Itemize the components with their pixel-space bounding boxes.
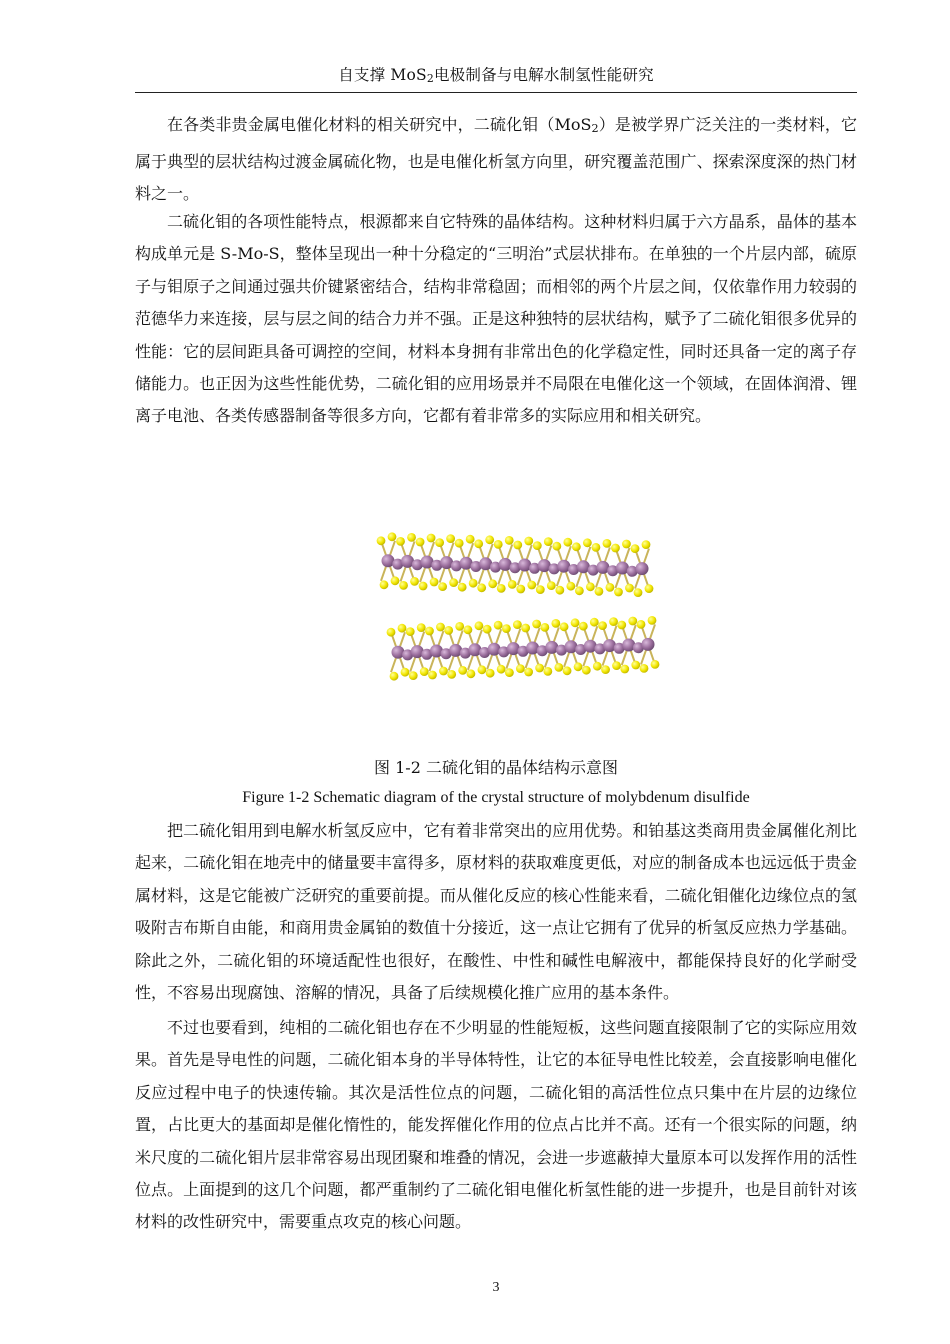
upper-layer-sulfur-atom [380, 580, 389, 589]
upper-layer-sulfur-atom [555, 586, 564, 595]
lower-layer-sulfur-atom [648, 616, 657, 625]
lower-layer-sulfur-atom [513, 620, 522, 629]
upper-layer-sulfur-atom [419, 582, 428, 591]
upper-layer-sulfur-atom [524, 537, 533, 546]
upper-layer-sulfur-atom [388, 532, 397, 541]
upper-layer-sulfur-atom [606, 583, 615, 592]
upper-layer-sulfur-atom [645, 584, 654, 593]
upper-layer-sulfur-atom [458, 583, 467, 592]
running-header [135, 64, 857, 90]
lower-layer-sulfur-atom [563, 666, 572, 675]
lower-layer-sulfur-atom [598, 621, 607, 630]
lower-layer-sulfur-atom [478, 665, 487, 674]
paragraph-crystal-structure: 二硫化钼的各项性能特点，根源都来自它特殊的晶体结构。这种材料归属于六方晶系，晶体的基本构成单元是 S-Mo-S，整体呈现出一种十分稳定的“三明治”式层状排布。在单独的一个片层内部，硫原子与钼原子之间通过强共价键紧密结合，结构非常稳固；而相邻的两个片层之间，仅依靠作用力较弱的范德华力来连接，层与层之间的结合力并不强。正是这种独特的层状结构，赋予了二硫化钼很多优异的性能：它的层间距具备可调控的空间，材料本身拥有非常出色的化学稳定性，同时还具备一定的离子存储能力。也正因为这些性能优势，二硫化钼的应用场景并不局限在电催化这一个领域，在固体润滑、锂离子电池、各类传感器制备等很多方向，它都有着非常多的实际应用和相关研究。 [135, 212, 857, 426]
upper-layer-sulfur-atom [485, 535, 494, 544]
upper-layer-sulfur-atom [563, 538, 572, 547]
lower-layer-sulfur-atom [535, 664, 544, 673]
paragraph-1-text-b: ）是被学界广泛关注的一类材料，它属于典型的层状结构过渡金属硫化物，也是电催化析氢方向里，研究覆盖范围广、探索深度深的热门材料之一。 [135, 115, 857, 204]
upper-layer-sulfur-atom [505, 536, 514, 545]
page-number: 3 [492, 1280, 500, 1295]
upper-layer-sulfur-atom [527, 581, 536, 590]
lower-layer-sulfur-atom [398, 624, 407, 633]
lower-layer-sulfur-atom [631, 661, 640, 670]
upper-layer-sulfur-atom [494, 540, 503, 549]
upper-layer-sulfur-atom [552, 542, 561, 551]
lower-layer-sulfur-atom [486, 669, 495, 678]
lower-layer-molybdenum-atom [642, 638, 655, 651]
upper-layer-sulfur-atom [516, 585, 525, 594]
paragraph-hydrogen-evolution-advantages: 把二硫化钼用到电解水析氢反应中，它有着非常突出的应用优势。和铂基这类商用贵金属催化剂比起来，二硫化钼在地壳中的储量要丰富得多，原材料的获取难度更低，对应的制备成本也远远低于贵金属材料，这是它能被广泛研究的重要前提。而从催化反应的核心性能来看，二硫化钼催化边缘位点的氢吸附吉布斯自由能，和商用贵金属铂的数值十分接近，这一点让它拥有了优异的析氢反应热力学基础。除此之外，二硫化钼的环境适配性也很好，在酸性、中性和碱性电解液中，都能保持良好的化学耐受性，不容易出现腐蚀、溶解的情况，具备了后续规模化推广应用的基本条件。 [135, 821, 857, 1003]
lower-layer-sulfur-atom [560, 622, 569, 631]
lower-layer-sulfur-atom [390, 672, 399, 681]
upper-layer-sulfur-atom [513, 541, 522, 550]
lower-layer-sulfur-atom [387, 628, 396, 637]
upper-layer-sulfur-atom [592, 543, 601, 552]
lower-layer-sulfur-atom [444, 626, 453, 635]
upper-layer-sulfur-atom [427, 534, 436, 543]
lower-layer-sulfur-atom [579, 622, 588, 631]
lower-layer-sulfur-atom [458, 666, 467, 675]
upper-layer-sulfur-atom [575, 586, 584, 595]
upper-layer-sulfur-atom [488, 579, 497, 588]
lower-layer-sulfur-atom [590, 618, 599, 627]
lower-layer-sulfur-atom [420, 667, 429, 676]
crystal-structure-figure [370, 520, 662, 690]
upper-layer-sulfur-atom [631, 544, 640, 553]
lower-layer-sulfur-atom [628, 617, 637, 626]
upper-layer-sulfur-atom [544, 537, 553, 546]
upper-layer-sulfur-atom [449, 578, 458, 587]
lower-layer-sulfur-atom [505, 668, 514, 677]
upper-layer-sulfur-atom [586, 582, 595, 591]
lower-layer-sulfur-atom [612, 661, 621, 670]
lower-layer-sulfur-atom [417, 623, 426, 632]
lower-layer-sulfur-atom [543, 667, 552, 676]
figure-caption-chinese: 图 1-2 二硫化钼的晶体结构示意图 [374, 758, 618, 777]
upper-layer-sulfur-atom [438, 582, 447, 591]
lower-layer-sulfur-atom [467, 669, 476, 678]
lower-layer-sulfur-atom [524, 668, 533, 677]
lower-layer-sulfur-atom [620, 665, 629, 674]
upper-layer-sulfur-atom [435, 538, 444, 547]
upper-layer-sulfur-atom [399, 581, 408, 590]
lower-layer-sulfur-atom [532, 620, 541, 629]
upper-layer-sulfur-atom [410, 577, 419, 586]
lower-layer-sulfur-atom [502, 624, 511, 633]
lower-layer-sulfur-atom [574, 662, 583, 671]
upper-layer-sulfur-atom [533, 541, 542, 550]
lower-layer-sulfur-atom [637, 620, 646, 629]
lower-layer-sulfur-atom [551, 619, 560, 628]
lower-layer-sulfur-atom [609, 617, 618, 626]
upper-layer-sulfur-atom [416, 538, 425, 547]
upper-layer-sulfur-atom [430, 578, 439, 587]
lower-layer-sulfur-atom [428, 671, 437, 680]
lower-layer-sulfur-atom [521, 624, 530, 633]
lower-layer-sulfur-atom [593, 662, 602, 671]
lower-layer-sulfur-atom [483, 625, 492, 634]
lower-layer-sulfur-atom [436, 623, 445, 632]
upper-layer-sulfur-atom [547, 581, 556, 590]
upper-layer-sulfur-atom [642, 540, 651, 549]
crystal-structure-image [370, 520, 662, 690]
lower-layer-sulfur-atom [582, 666, 591, 675]
upper-layer-sulfur-atom [446, 534, 455, 543]
lower-layer-sulfur-atom [409, 671, 418, 680]
figure-caption-english: Figure 1-2 Schematic diagram of the crystal structure of molybdenum disulfide [242, 789, 750, 806]
lower-layer-sulfur-atom [554, 663, 563, 672]
lower-layer-sulfur-atom [475, 621, 484, 630]
lower-layer-sulfur-atom [401, 668, 410, 677]
lower-layer-sulfur-atom [464, 625, 473, 634]
lower-layer-sulfur-atom [425, 627, 434, 636]
upper-layer-sulfur-atom [466, 535, 475, 544]
lower-layer-sulfur-atom [494, 621, 503, 630]
upper-layer-sulfur-atom [595, 587, 604, 596]
paragraph-intro-mos2 [135, 109, 857, 210]
upper-layer-sulfur-atom [614, 588, 623, 597]
paragraph-1-text-a: 在各类非贵金属电催化材料的相关研究中，二硫化钼（MoS [167, 115, 592, 134]
lower-layer-sulfur-atom [601, 665, 610, 674]
lower-layer-sulfur-atom [455, 622, 464, 631]
upper-layer-sulfur-atom [566, 582, 575, 591]
lower-layer-sulfur-atom [406, 627, 415, 636]
lower-layer-sulfur-atom [571, 618, 580, 627]
lower-layer-sulfur-atom [497, 665, 506, 674]
upper-layer-sulfur-atom [611, 544, 620, 553]
upper-layer-sulfur-atom [572, 542, 581, 551]
header-title-subscript: 2 [426, 72, 434, 86]
upper-layer-sulfur-atom [455, 539, 464, 548]
upper-layer-sulfur-atom [497, 584, 506, 593]
lower-layer-sulfur-atom [447, 670, 456, 679]
upper-layer-sulfur-atom [469, 579, 478, 588]
upper-layer-sulfur-atom [508, 580, 517, 589]
upper-layer-sulfur-atom [377, 536, 386, 545]
header-title-prefix: 自支撑 MoS [338, 66, 427, 84]
upper-layer-sulfur-atom [603, 539, 612, 548]
upper-layer-sulfur-atom [407, 533, 416, 542]
lower-layer-sulfur-atom [651, 660, 660, 669]
upper-layer-sulfur-atom [391, 576, 400, 585]
header-rule [135, 92, 857, 93]
upper-layer-sulfur-atom [583, 538, 592, 547]
lower-layer-sulfur-atom [617, 621, 626, 630]
header-title-suffix: 电极制备与电解水制氢性能研究 [433, 66, 654, 84]
upper-layer-sulfur-atom [396, 537, 405, 546]
upper-layer-sulfur-atom [536, 585, 545, 594]
upper-layer-sulfur-atom [477, 583, 486, 592]
upper-layer-molybdenum-atom [636, 562, 649, 575]
lower-layer-sulfur-atom [640, 664, 649, 673]
upper-layer-sulfur-atom [625, 584, 634, 593]
lower-layer-sulfur-atom [516, 664, 525, 673]
paragraph-limitations: 不过也要看到，纯相的二硫化钼也存在不少明显的性能短板，这些问题直接限制了它的实际应用效果。首先是导电性的问题，二硫化钼本身的半导体特性，让它的本征导电性比较差，会直接影响电催化反应过程中电子的快速传输。其次是活性位点的问题，二硫化钼的高活性位点只集中在片层的边缘位置，占比更大的基面却是催化惰性的，能发挥催化作用的位点占比并不高。还有一个很实际的问题，纳米尺度的二硫化钼片层非常容易出现团聚和堆叠的情况，会进一步遮蔽掉大量原本可以发挥作用的活性位点。上面提到的这几个问题，都严重制约了二硫化钼电催化析氢性能的进一步提升，也是目前针对该材料的改性研究中，需要重点攻克的核心问题。 [135, 1018, 857, 1232]
upper-layer-sulfur-atom [634, 588, 643, 597]
paragraph-1-subscript: 2 [591, 122, 599, 136]
upper-layer-sulfur-atom [622, 540, 631, 549]
lower-layer-sulfur-atom [540, 623, 549, 632]
lower-layer-sulfur-atom [439, 667, 448, 676]
upper-layer-sulfur-atom [474, 539, 483, 548]
